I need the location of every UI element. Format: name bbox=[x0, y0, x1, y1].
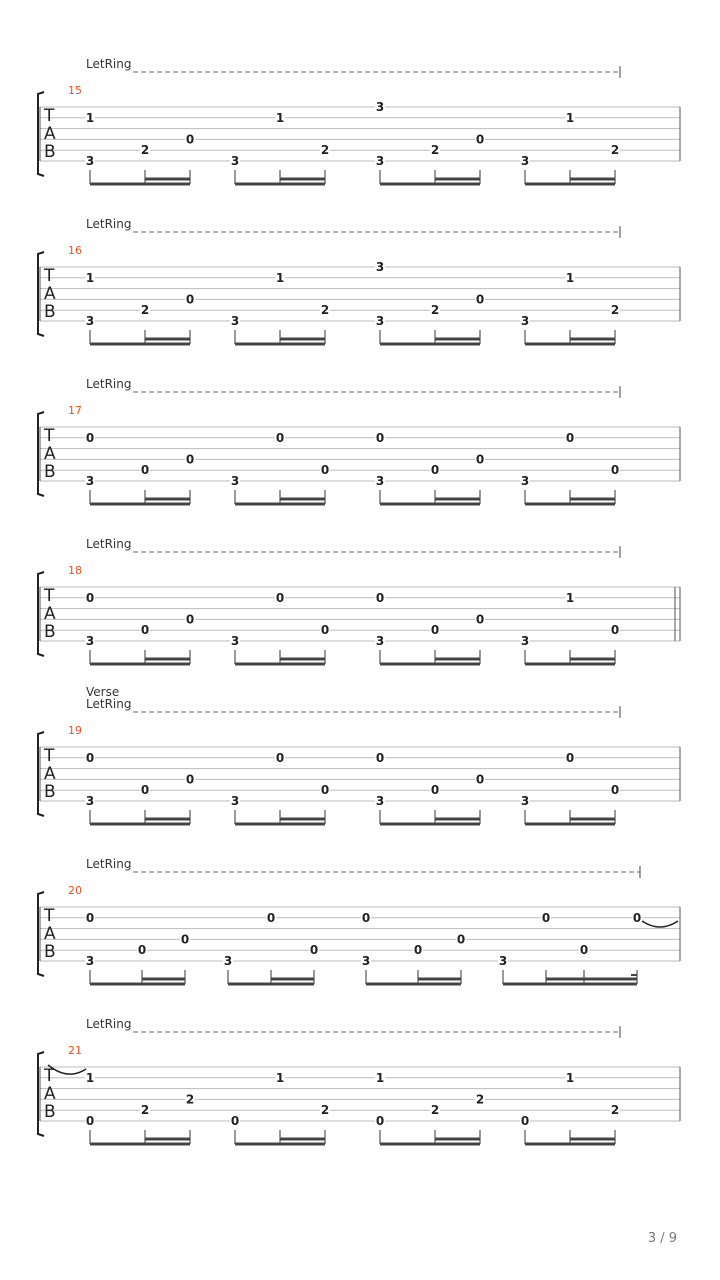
fret-number: 2 bbox=[140, 143, 150, 158]
fret-number: 2 bbox=[430, 1103, 440, 1118]
let-ring-label: LetRing bbox=[86, 57, 132, 71]
let-ring-label: LetRing bbox=[86, 377, 132, 391]
tab-clef-t: T bbox=[44, 106, 55, 126]
fret-number: 1 bbox=[565, 110, 575, 125]
fret-number: 0 bbox=[375, 590, 385, 605]
tie bbox=[642, 921, 678, 927]
tab-clef-b: B bbox=[44, 142, 56, 162]
fret-number: 2 bbox=[320, 1103, 330, 1118]
fret-number: 3 bbox=[375, 154, 385, 168]
fret-number: 3 bbox=[85, 314, 95, 328]
tab-clef-t: T bbox=[44, 746, 55, 766]
fret-number: 3 bbox=[361, 954, 371, 968]
fret-number: 3 bbox=[230, 474, 240, 488]
fret-number: 2 bbox=[610, 303, 620, 318]
fret-number: 2 bbox=[475, 1092, 485, 1107]
section-label: Verse bbox=[86, 685, 120, 699]
fret-number: 0 bbox=[185, 772, 195, 787]
fret-number: 0 bbox=[185, 612, 195, 627]
fret-number: 1 bbox=[375, 1070, 385, 1085]
fret-number: 1 bbox=[85, 110, 95, 125]
fret-number: 3 bbox=[375, 794, 385, 808]
fret-number: 0 bbox=[320, 463, 330, 478]
fret-number: 0 bbox=[413, 943, 423, 958]
fret-number: 0 bbox=[230, 1114, 240, 1128]
fret-number: 0 bbox=[632, 910, 642, 925]
fret-number: 1 bbox=[565, 590, 575, 605]
let-ring-label: LetRing bbox=[86, 857, 132, 871]
fret-number: 0 bbox=[85, 750, 95, 765]
fret-number: 3 bbox=[230, 794, 240, 808]
tab-clef-a: A bbox=[44, 764, 56, 784]
measure-number: 16 bbox=[68, 244, 82, 257]
fret-number: 2 bbox=[610, 1103, 620, 1118]
fret-number: 0 bbox=[320, 623, 330, 638]
fret-number: 0 bbox=[140, 463, 150, 478]
fret-number: 3 bbox=[520, 154, 530, 168]
page-number: 3 / 9 bbox=[647, 1231, 677, 1246]
fret-number: 3 bbox=[498, 954, 508, 968]
fret-number: 0 bbox=[579, 943, 589, 958]
fret-number: 0 bbox=[85, 590, 95, 605]
fret-number: 2 bbox=[320, 303, 330, 318]
tab-clef-b: B bbox=[44, 942, 56, 962]
fret-number: 3 bbox=[520, 474, 530, 488]
fret-number: 0 bbox=[140, 783, 150, 798]
fret-number: 3 bbox=[520, 794, 530, 808]
fret-number: 0 bbox=[475, 292, 485, 307]
fret-number: 0 bbox=[475, 772, 485, 787]
fret-number: 3 bbox=[85, 954, 95, 968]
fret-number: 2 bbox=[185, 1092, 195, 1107]
tab-clef-a: A bbox=[44, 444, 56, 464]
fret-number: 0 bbox=[541, 910, 551, 925]
fret-number: 0 bbox=[85, 430, 95, 445]
fret-number: 1 bbox=[85, 1070, 95, 1085]
fret-number: 1 bbox=[565, 270, 575, 285]
tab-clef-b: B bbox=[44, 1102, 56, 1122]
let-ring-label: LetRing bbox=[86, 217, 132, 231]
fret-number: 0 bbox=[475, 452, 485, 467]
measure-number: 17 bbox=[68, 404, 82, 417]
measure-number: 20 bbox=[68, 884, 82, 897]
fret-number: 0 bbox=[185, 452, 195, 467]
fret-number: 2 bbox=[320, 143, 330, 158]
fret-number: 3 bbox=[375, 100, 385, 114]
fret-number: 3 bbox=[520, 634, 530, 648]
fret-number: 3 bbox=[375, 474, 385, 488]
fret-number: 1 bbox=[275, 270, 285, 285]
fret-number: 3 bbox=[85, 794, 95, 808]
fret-number: 0 bbox=[85, 1114, 95, 1128]
tab-clef-t: T bbox=[44, 266, 55, 286]
measure-number: 18 bbox=[68, 564, 82, 577]
fret-number: 0 bbox=[320, 783, 330, 798]
tab-clef-b: B bbox=[44, 622, 56, 642]
tab-clef-a: A bbox=[44, 284, 56, 304]
fret-number: 0 bbox=[610, 463, 620, 478]
fret-number: 0 bbox=[475, 132, 485, 147]
fret-number: 0 bbox=[610, 623, 620, 638]
let-ring-label: LetRing bbox=[86, 697, 132, 711]
fret-number: 0 bbox=[275, 590, 285, 605]
tab-clef-a: A bbox=[44, 1084, 56, 1104]
fret-number: 3 bbox=[375, 260, 385, 274]
tab-clef-t: T bbox=[44, 426, 55, 446]
fret-number: 3 bbox=[230, 314, 240, 328]
fret-number: 0 bbox=[140, 623, 150, 638]
fret-number: 0 bbox=[430, 623, 440, 638]
fret-number: 0 bbox=[361, 910, 371, 925]
fret-number: 0 bbox=[456, 932, 466, 947]
measure-number: 15 bbox=[68, 84, 82, 97]
fret-number: 0 bbox=[275, 430, 285, 445]
tab-clef-a: A bbox=[44, 604, 56, 624]
fret-number: 3 bbox=[85, 154, 95, 168]
fret-number: 0 bbox=[375, 750, 385, 765]
fret-number: 3 bbox=[85, 634, 95, 648]
fret-number: 3 bbox=[85, 474, 95, 488]
fret-number: 3 bbox=[230, 634, 240, 648]
fret-number: 3 bbox=[223, 954, 233, 968]
let-ring-label: LetRing bbox=[86, 1017, 132, 1031]
fret-number: 3 bbox=[230, 154, 240, 168]
let-ring-label: LetRing bbox=[86, 537, 132, 551]
fret-number: 0 bbox=[475, 612, 485, 627]
tab-clef-a: A bbox=[44, 924, 56, 944]
fret-number: 2 bbox=[430, 143, 440, 158]
fret-number: 0 bbox=[266, 910, 276, 925]
measure-number: 21 bbox=[68, 1044, 82, 1057]
tab-clef-t: T bbox=[44, 1066, 55, 1086]
fret-number: 0 bbox=[185, 292, 195, 307]
fret-number: 0 bbox=[85, 910, 95, 925]
fret-number: 1 bbox=[85, 270, 95, 285]
fret-number: 2 bbox=[140, 1103, 150, 1118]
fret-number: 0 bbox=[375, 430, 385, 445]
measure-number: 19 bbox=[68, 724, 82, 737]
fret-number: 0 bbox=[430, 783, 440, 798]
tab-clef-t: T bbox=[44, 906, 55, 926]
fret-number: 0 bbox=[137, 943, 147, 958]
fret-number: 0 bbox=[565, 430, 575, 445]
fret-number: 1 bbox=[565, 1070, 575, 1085]
fret-number: 0 bbox=[520, 1114, 530, 1128]
fret-number: 1 bbox=[275, 1070, 285, 1085]
fret-number: 3 bbox=[520, 314, 530, 328]
fret-number: 2 bbox=[430, 303, 440, 318]
fret-number: 0 bbox=[275, 750, 285, 765]
fret-number: 0 bbox=[565, 750, 575, 765]
tab-clef-b: B bbox=[44, 462, 56, 482]
fret-number: 3 bbox=[375, 634, 385, 648]
fret-number: 2 bbox=[610, 143, 620, 158]
fret-number: 0 bbox=[610, 783, 620, 798]
tab-clef-b: B bbox=[44, 782, 56, 802]
fret-number: 3 bbox=[375, 314, 385, 328]
tab-clef-t: T bbox=[44, 586, 55, 606]
fret-number: 0 bbox=[375, 1114, 385, 1128]
fret-number: 0 bbox=[180, 932, 190, 947]
tab-clef-b: B bbox=[44, 302, 56, 322]
fret-number: 0 bbox=[309, 943, 319, 958]
tab-clef-a: A bbox=[44, 124, 56, 144]
fret-number: 1 bbox=[275, 110, 285, 125]
fret-number: 0 bbox=[430, 463, 440, 478]
fret-number: 2 bbox=[140, 303, 150, 318]
fret-number: 0 bbox=[185, 132, 195, 147]
